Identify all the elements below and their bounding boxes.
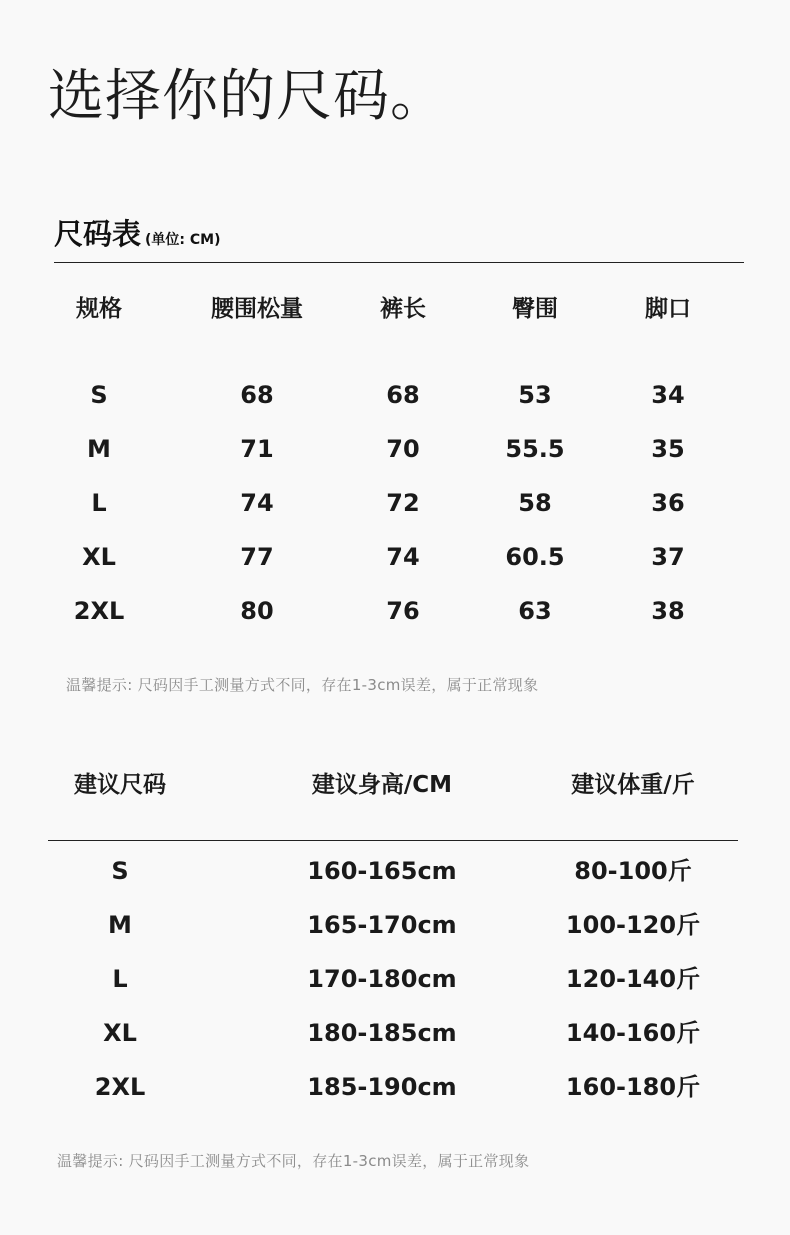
table-row	[0, 905, 790, 945]
table-row	[0, 483, 790, 523]
table-cell: S	[111, 857, 129, 885]
table-cell: M	[87, 435, 111, 463]
table-cell: 68	[386, 381, 420, 409]
page-title: 选择你的尺码。	[48, 64, 447, 129]
table-row	[0, 375, 790, 415]
table-cell: 74	[386, 543, 420, 571]
size-table-note: 温馨提示: 尺码因手工测量方式不同，存在1-3cm误差，属于正常现象	[66, 676, 539, 694]
table-cell: XL	[103, 1019, 137, 1047]
table-cell: M	[108, 911, 132, 939]
table-cell: 35	[651, 435, 685, 463]
table-cell: 53	[518, 381, 552, 409]
table-cell: 76	[386, 597, 420, 625]
column-header: 脚口	[645, 296, 691, 322]
table-cell: 100-120斤	[565, 911, 701, 939]
recommend-table-divider	[48, 840, 738, 841]
table-row	[0, 591, 790, 631]
table-cell: 180-185cm	[307, 1019, 457, 1047]
column-header: 臀围	[512, 296, 558, 322]
table-cell: 55.5	[505, 435, 565, 463]
column-header: 建议尺码	[74, 772, 166, 798]
recommend-table-header	[0, 765, 790, 805]
table-row	[0, 959, 790, 999]
column-header: 规格	[76, 296, 122, 322]
size-table-heading	[54, 212, 221, 253]
table-cell: 74	[240, 489, 274, 517]
table-cell: 140-160斤	[565, 1019, 701, 1047]
table-cell: S	[90, 381, 108, 409]
table-cell: 185-190cm	[307, 1073, 457, 1101]
table-cell: 80	[240, 597, 274, 625]
table-cell: 160-180斤	[565, 1073, 701, 1101]
recommend-table-note: 温馨提示: 尺码因手工测量方式不同，存在1-3cm误差，属于正常现象	[57, 1152, 530, 1170]
column-header: 建议身高/CM	[311, 772, 453, 798]
table-row	[0, 537, 790, 577]
table-cell: 77	[240, 543, 274, 571]
table-cell: 72	[386, 489, 420, 517]
size-table-title: 尺码表	[54, 217, 142, 251]
table-cell: 2XL	[73, 597, 125, 625]
column-header: 裤长	[380, 296, 426, 322]
table-cell: 160-165cm	[307, 857, 457, 885]
table-cell: 71	[240, 435, 274, 463]
table-cell: 58	[518, 489, 552, 517]
table-cell: 80-100斤	[574, 857, 692, 885]
table-cell: XL	[82, 543, 116, 571]
table-cell: 36	[651, 489, 685, 517]
table-cell: 37	[651, 543, 685, 571]
table-cell: 63	[518, 597, 552, 625]
table-cell: L	[91, 489, 107, 517]
size-table-unit: (单位: CM)	[145, 232, 221, 248]
column-header: 腰围松量	[211, 296, 303, 322]
column-header: 建议体重/斤	[571, 772, 695, 798]
table-row	[0, 429, 790, 469]
table-cell: L	[112, 965, 128, 993]
table-row	[0, 1013, 790, 1053]
table-cell: 170-180cm	[307, 965, 457, 993]
size-table-divider	[54, 262, 744, 263]
table-row	[0, 1067, 790, 1107]
table-cell: 34	[651, 381, 685, 409]
table-cell: 38	[651, 597, 685, 625]
table-row	[0, 851, 790, 891]
table-cell: 68	[240, 381, 274, 409]
table-cell: 120-140斤	[565, 965, 701, 993]
table-cell: 2XL	[94, 1073, 146, 1101]
table-cell: 60.5	[505, 543, 565, 571]
table-cell: 70	[386, 435, 420, 463]
size-table-header	[0, 289, 790, 329]
table-cell: 165-170cm	[307, 911, 457, 939]
